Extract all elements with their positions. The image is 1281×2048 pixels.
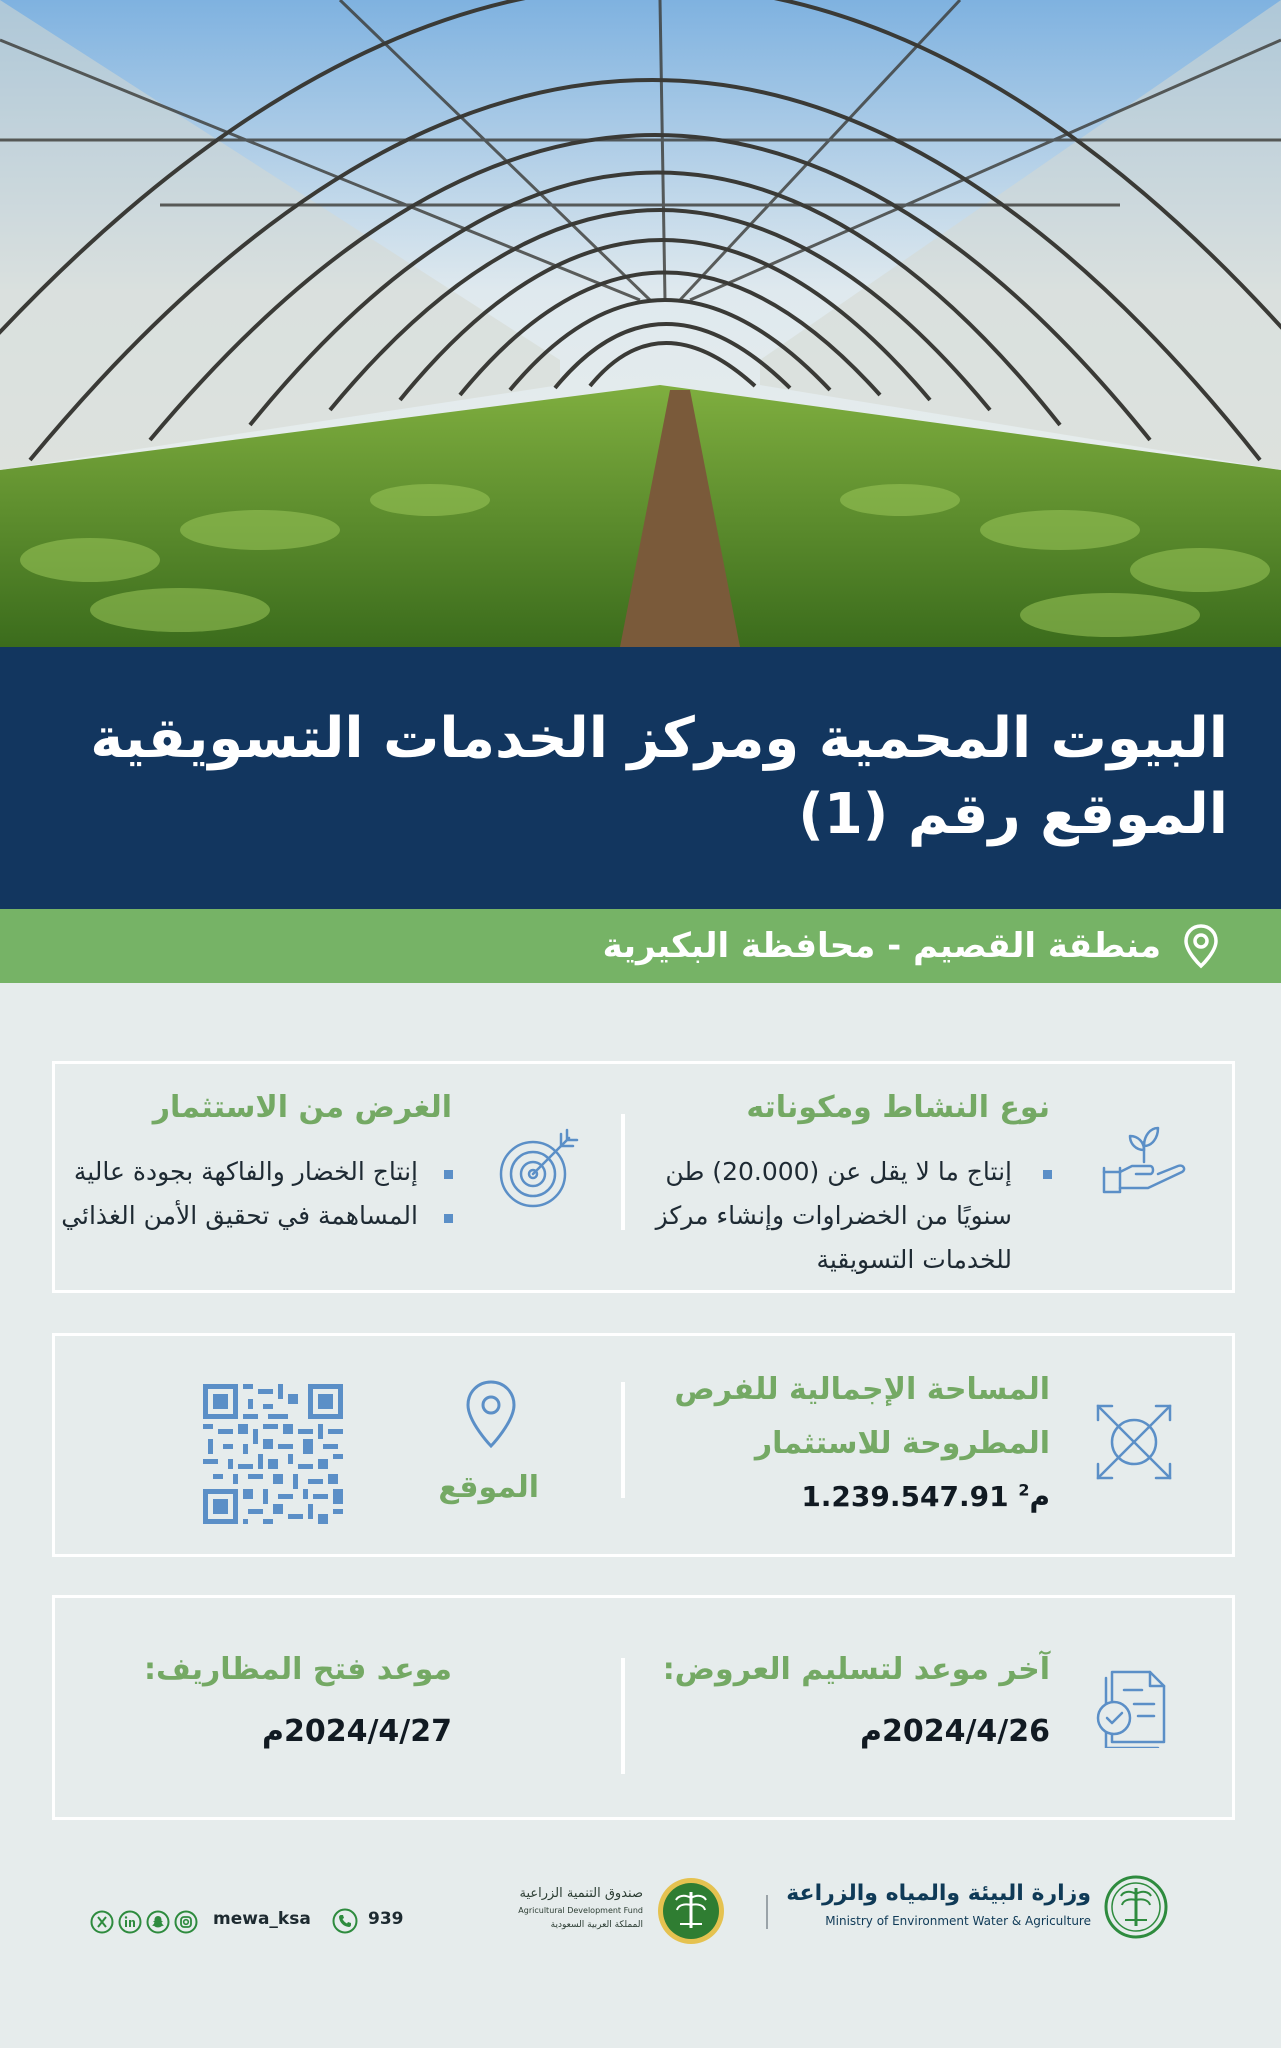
target-icon [497, 1128, 581, 1212]
purpose-heading: الغرض من الاستثمار [152, 1090, 452, 1125]
opening-date: 2024/4/27م [261, 1714, 452, 1749]
fund-country-ar: المملكة العربية السعودية [550, 1920, 643, 1930]
location-pin-icon [1181, 923, 1221, 969]
purpose-item-1: إنتاج الخضار والفاكهة بجودة عالية [73, 1157, 418, 1186]
qr-code[interactable] [203, 1384, 343, 1524]
dates-card [52, 1595, 1235, 1820]
area-value: 1.239.547.91 [801, 1480, 1009, 1513]
area-heading-line-2: المطروحة للاستثمار [754, 1426, 1050, 1461]
ministry-logo [1103, 1874, 1169, 1940]
area-value-row [801, 1480, 1050, 1513]
document-check-icon [1094, 1668, 1170, 1748]
fund-logo [656, 1876, 726, 1946]
page-title-line-2: الموقع رقم (1) [798, 782, 1228, 847]
expand-area-icon [1094, 1402, 1174, 1482]
instagram-icon[interactable] [174, 1910, 198, 1934]
opening-heading: موعد فتح المظاريف: [143, 1652, 452, 1687]
snapchat-icon[interactable] [146, 1910, 170, 1934]
purpose-bullet-2 [444, 1214, 453, 1223]
activity-purpose-card [52, 1061, 1235, 1293]
deadline-heading: آخر موعد لتسليم العروض: [662, 1652, 1050, 1687]
greenhouse-illustration [0, 0, 1281, 647]
activity-line-2: سنويًا من الخضراوات وإنشاء مركز [655, 1201, 1012, 1230]
area-site-card [52, 1333, 1235, 1557]
area-unit-superscript: 2 [1018, 1480, 1030, 1500]
footer-separator [766, 1895, 768, 1929]
site-label[interactable]: الموقع [438, 1470, 539, 1505]
activity-bullet [1043, 1170, 1052, 1179]
card-divider [621, 1114, 625, 1230]
social-icons [90, 1910, 198, 1934]
ministry-name-ar: وزارة البيئة والمياه والزراعة [786, 1881, 1091, 1906]
phone-icon[interactable] [332, 1908, 358, 1934]
plant-hand-icon [1100, 1122, 1188, 1198]
purpose-item-2: المساهمة في تحقيق الأمن الغذائي [61, 1201, 418, 1230]
area-heading-line-1: المساحة الإجمالية للفرص [674, 1372, 1050, 1407]
purpose-bullet-1 [444, 1170, 453, 1179]
location-pin-icon [463, 1378, 519, 1450]
x-icon[interactable] [90, 1910, 114, 1934]
page-title-line-1: البيوت المحمية ومركز الخدمات التسويقية [90, 706, 1228, 771]
deadline-date: 2024/4/26م [859, 1714, 1050, 1749]
activity-line-1: إنتاج ما لا يقل عن (20.000) طن [665, 1157, 1012, 1186]
activity-line-3: للخدمات التسويقية [816, 1245, 1012, 1274]
activity-heading: نوع النشاط ومكوناته [746, 1090, 1050, 1125]
card-divider [621, 1382, 625, 1498]
social-handle[interactable]: mewa_ksa [213, 1909, 311, 1929]
location-band [0, 909, 1281, 983]
location-text: منطقة القصيم - محافظة البكيرية [602, 926, 1161, 966]
ministry-name-en: Ministry of Environment Water & Agriculture [825, 1914, 1091, 1928]
fund-name-en: Agricultural Development Fund [518, 1906, 643, 1915]
area-unit: م [1029, 1480, 1050, 1513]
phone-number[interactable]: 939 [368, 1909, 404, 1929]
fund-name-ar: صندوق التنمية الزراعية [519, 1886, 643, 1901]
title-band [0, 647, 1281, 909]
hero-greenhouse-photo [0, 0, 1281, 647]
card-divider [621, 1658, 625, 1774]
linkedin-icon[interactable] [118, 1910, 142, 1934]
